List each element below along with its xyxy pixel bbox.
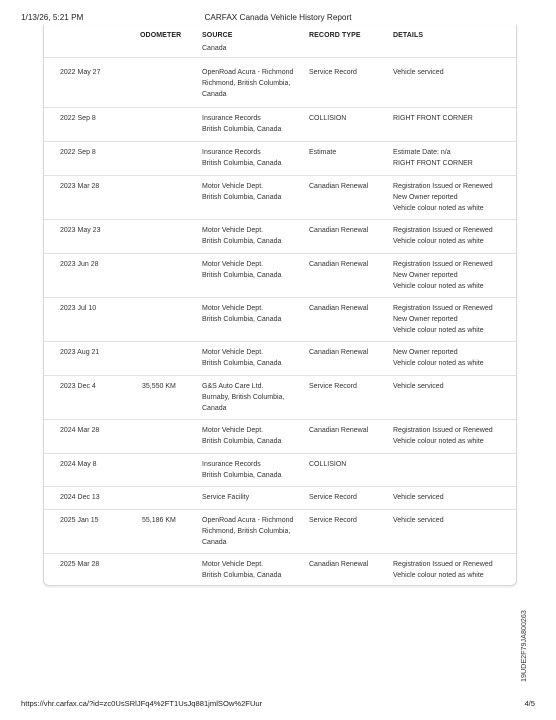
cell-source: Motor Vehicle Dept. xyxy=(202,349,264,356)
cell-details: Vehicle serviced xyxy=(393,383,444,390)
cell-source: British Columbia, Canada xyxy=(202,194,282,202)
cell-source: Canada xyxy=(202,405,227,413)
cell-odometer: 35,550 KM xyxy=(142,383,176,390)
cell-details: Vehicle serviced xyxy=(393,69,444,76)
cell-record-type: COLLISION xyxy=(309,115,347,122)
row-divider xyxy=(44,175,516,176)
cell-source: Motor Vehicle Dept. xyxy=(202,261,264,268)
cell-details: Registration Issued or Renewed xyxy=(393,427,493,434)
cell-details: Registration Issued or Renewed xyxy=(393,261,493,268)
row-divider xyxy=(44,253,516,254)
cell-details: Vehicle colour noted as white xyxy=(393,327,484,335)
cell-source: Service Facility xyxy=(202,494,250,501)
cell-date: 2023 Jun 28 xyxy=(60,261,99,268)
cell-source: British Columbia, Canada xyxy=(202,572,282,580)
row-divider xyxy=(44,141,516,142)
cell-date: 2023 Jul 10 xyxy=(60,305,97,312)
row-divider xyxy=(44,341,516,342)
column-header-odometer: ODOMETER xyxy=(140,32,182,39)
cell-source: Motor Vehicle Dept. xyxy=(202,305,264,312)
page-number: 4/5 xyxy=(524,699,535,708)
cell-source: Burnaby, British Columbia, xyxy=(202,394,285,402)
cell-record-type: Canadian Renewal xyxy=(309,261,369,268)
cell-details: Vehicle colour noted as white xyxy=(393,238,484,246)
cell-record-type: Service Record xyxy=(309,69,357,76)
cell-details: Registration Issued or Renewed xyxy=(393,227,493,234)
row-divider xyxy=(44,509,516,510)
cell-record-type: Canadian Renewal xyxy=(309,183,369,190)
cell-details: Registration Issued or Renewed xyxy=(393,561,493,568)
cell-date: 2024 May 8 xyxy=(60,461,97,468)
cell-date: 2022 May 27 xyxy=(60,69,101,76)
cell-details: Vehicle serviced xyxy=(393,494,444,501)
cell-odometer: 55,186 KM xyxy=(142,517,176,524)
cell-source: Motor Vehicle Dept. xyxy=(202,183,264,190)
cell-source: British Columbia, Canada xyxy=(202,238,282,246)
cell-details: Vehicle colour noted as white xyxy=(393,438,484,446)
cell-date: 2024 Mar 28 xyxy=(60,427,100,434)
vin-text: 19UDE2F79JA800263 xyxy=(519,610,528,682)
print-header xyxy=(21,13,535,25)
cell-source: Motor Vehicle Dept. xyxy=(202,227,264,234)
cell-source: British Columbia, Canada xyxy=(202,360,282,368)
print-datetime: 1/13/26, 5:21 PM xyxy=(21,13,84,22)
row-divider xyxy=(44,486,516,487)
history-table-card xyxy=(43,25,517,586)
cell-date: 2022 Sep 8 xyxy=(60,149,96,156)
cell-details: New Owner reported xyxy=(393,272,458,280)
column-header-source: SOURCE xyxy=(202,32,233,39)
cell-source: Richmond, British Columbia, xyxy=(202,80,291,88)
cell-record-type: Canadian Renewal xyxy=(309,427,369,434)
cell-details: RIGHT FRONT CORNER xyxy=(393,160,473,168)
cell-source: Canada xyxy=(202,45,227,52)
cell-details: Registration Issued or Renewed xyxy=(393,305,493,312)
cell-source: British Columbia, Canada xyxy=(202,316,282,324)
vin-vertical xyxy=(519,612,529,682)
cell-date: 2023 May 23 xyxy=(60,227,101,234)
row-divider xyxy=(44,297,516,298)
cell-details: Vehicle colour noted as white xyxy=(393,360,484,368)
row-divider xyxy=(44,453,516,454)
print-title: CARFAX Canada Vehicle History Report xyxy=(204,13,352,22)
cell-details: Vehicle colour noted as white xyxy=(393,572,484,580)
cell-source: British Columbia, Canada xyxy=(202,272,282,280)
cell-source: British Columbia, Canada xyxy=(202,160,282,168)
cell-details: New Owner reported xyxy=(393,316,458,324)
cell-source: Insurance Records xyxy=(202,461,261,468)
column-header-details: DETAILS xyxy=(393,32,424,39)
print-url: https://vhr.carfax.ca/?id=zc0UsSRlJFq4%2FT1UsJq881jmlSOw%2FUur xyxy=(21,699,263,708)
cell-details: Vehicle colour noted as white xyxy=(393,205,484,213)
cell-date: 2023 Mar 28 xyxy=(60,183,100,190)
cell-date: 2023 Aug 21 xyxy=(60,349,100,356)
cell-source: Canada xyxy=(202,539,227,547)
cell-record-type: Canadian Renewal xyxy=(309,349,369,356)
cell-source: Insurance Records xyxy=(202,149,261,156)
cell-source: Canada xyxy=(202,91,227,99)
cell-source: OpenRoad Acura - Richmond xyxy=(202,69,294,76)
cell-source: Motor Vehicle Dept. xyxy=(202,427,264,434)
print-footer xyxy=(21,699,535,711)
cell-source: G&S Auto Care Ltd. xyxy=(202,383,264,390)
cell-date: 2023 Dec 4 xyxy=(60,383,96,390)
row-divider xyxy=(44,419,516,420)
cell-source: Insurance Records xyxy=(202,115,261,122)
cell-record-type: Service Record xyxy=(309,494,357,501)
cell-record-type: Service Record xyxy=(309,383,357,390)
cell-date: 2025 Jan 15 xyxy=(60,517,99,524)
row-divider xyxy=(44,219,516,220)
cell-date: 2022 Sep 8 xyxy=(60,115,96,122)
cell-record-type: Service Record xyxy=(309,517,357,524)
cell-source: OpenRoad Acura - Richmond xyxy=(202,517,294,524)
cell-details: RIGHT FRONT CORNER xyxy=(393,115,473,122)
cell-source: Motor Vehicle Dept. xyxy=(202,561,264,568)
row-divider xyxy=(44,57,516,58)
cell-record-type: Canadian Renewal xyxy=(309,227,369,234)
cell-details: Estimate Date: n/a xyxy=(393,149,451,156)
row-divider xyxy=(44,553,516,554)
cell-source: British Columbia, Canada xyxy=(202,472,282,480)
cell-source: British Columbia, Canada xyxy=(202,126,282,134)
cell-details: Vehicle serviced xyxy=(393,517,444,524)
cell-record-type: Canadian Renewal xyxy=(309,305,369,312)
cell-details: New Owner reported xyxy=(393,349,458,356)
column-header-record-type: RECORD TYPE xyxy=(309,32,361,39)
cell-date: 2025 Mar 28 xyxy=(60,561,100,568)
cell-details: New Owner reported xyxy=(393,194,458,202)
cell-details: Vehicle colour noted as white xyxy=(393,283,484,291)
cell-source: Richmond, British Columbia, xyxy=(202,528,291,536)
row-divider xyxy=(44,375,516,376)
cell-source: British Columbia, Canada xyxy=(202,438,282,446)
cell-record-type: Canadian Renewal xyxy=(309,561,369,568)
cell-details: Registration Issued or Renewed xyxy=(393,183,493,190)
cell-record-type: COLLISION xyxy=(309,461,347,468)
cell-date: 2024 Dec 13 xyxy=(60,494,100,501)
row-divider xyxy=(44,107,516,108)
cell-record-type: Estimate xyxy=(309,149,337,156)
